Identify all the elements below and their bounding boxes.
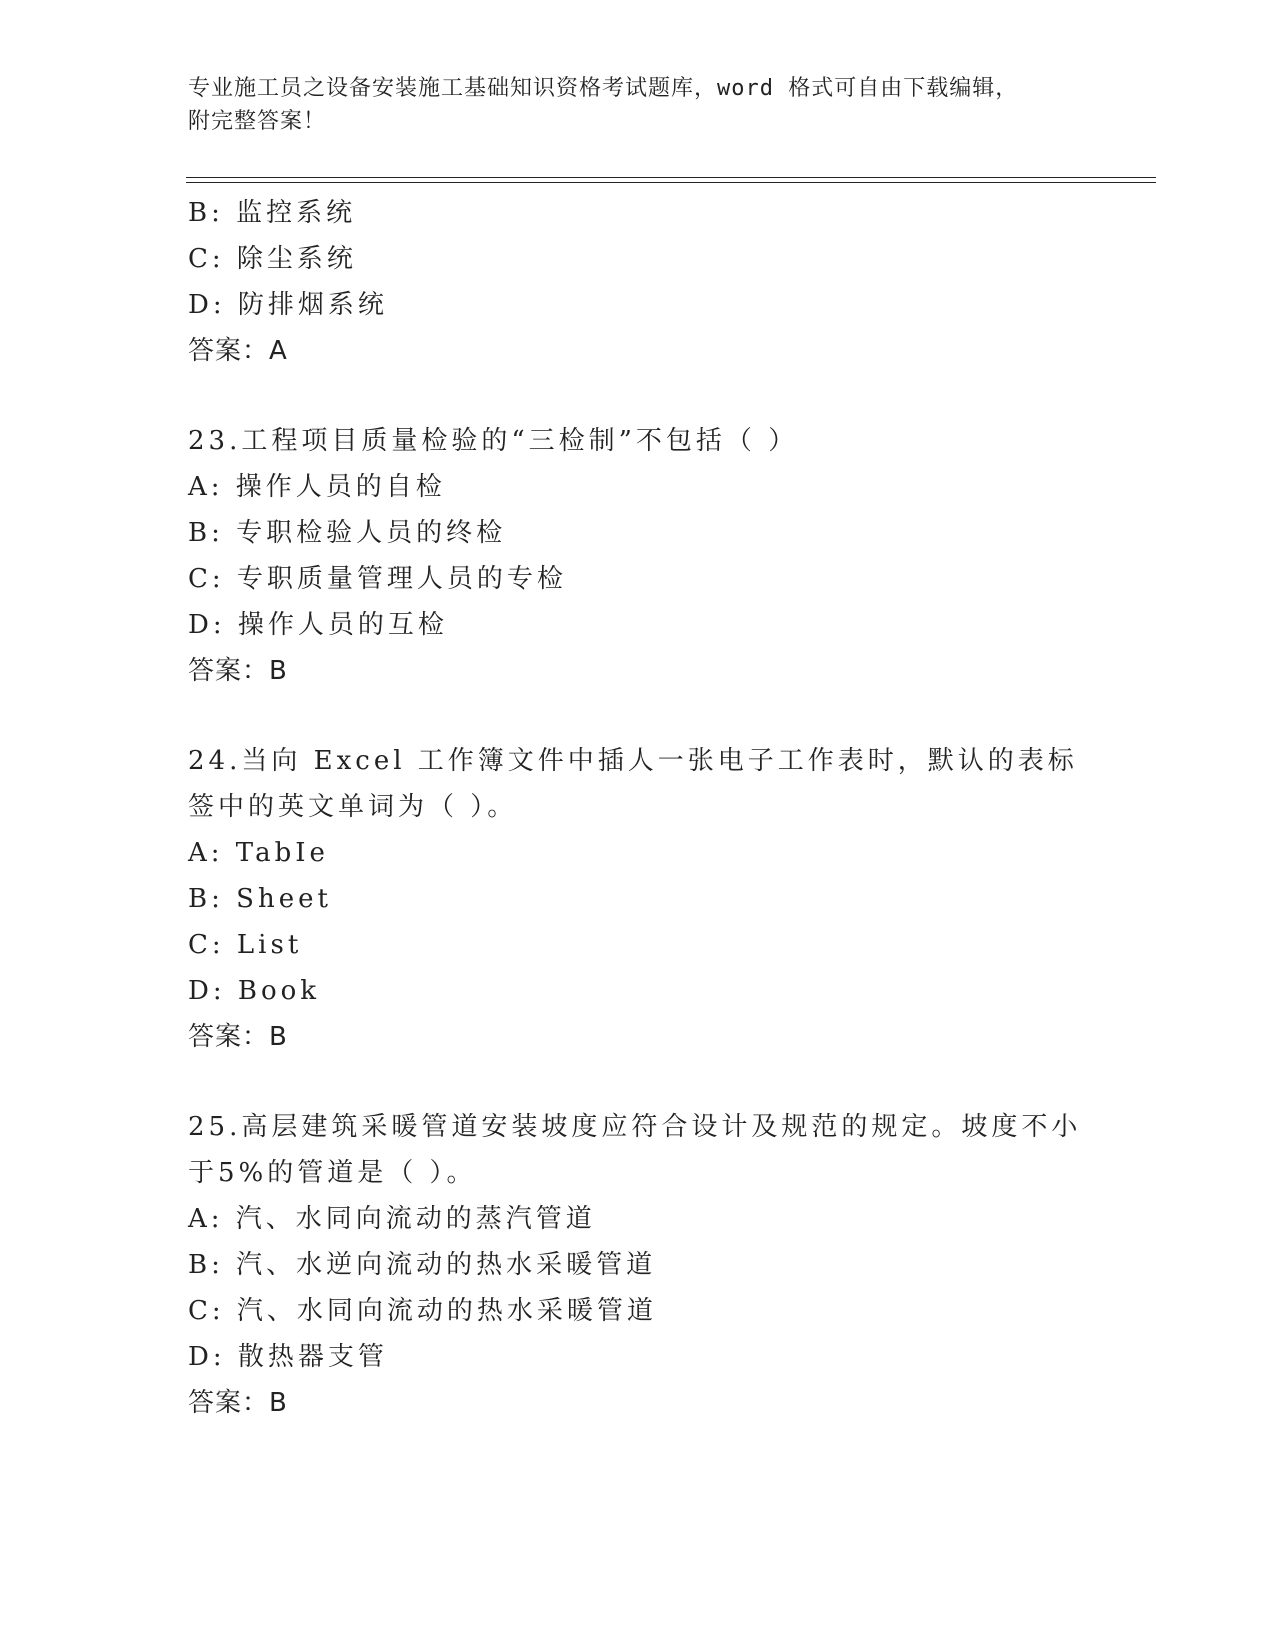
question-text: 24.当向 Excel 工作簿文件中插人一张电子工作表时，默认的表标签中的英文单词为（ ）。 [188, 746, 1078, 822]
option-d: D: 散热器支管 [188, 1342, 388, 1372]
header-line-2: 附完整答案！ [188, 109, 327, 134]
option-a: A: TabIe [188, 838, 329, 868]
answer: 答案：B [188, 1388, 288, 1418]
option-c: C: 专职质量管理人员的专检 [188, 564, 567, 594]
header-line-1: 专业施工员之设备安装施工基础知识资格考试题库，word 格式可自由下载编辑， [188, 76, 1019, 101]
option-c: C: 汽、水同向流动的热水采暖管道 [188, 1296, 657, 1326]
question-25 [188, 1104, 1088, 1426]
option-c: C: 除尘系统 [188, 244, 357, 274]
question-23 [188, 418, 1088, 694]
header-divider-bottom [186, 182, 1156, 183]
option-b: B: 专职检验人员的终检 [188, 518, 507, 548]
option-d: D: 操作人员的互检 [188, 610, 448, 640]
question-text: 25.高层建筑采暖管道安装坡度应符合设计及规范的规定。坡度不小于5%的管道是（ ）。 [188, 1112, 1082, 1188]
question-list [188, 190, 1088, 1426]
question-24 [188, 738, 1088, 1060]
answer: 答案：A [188, 336, 288, 366]
option-b: B: Sheet [188, 884, 332, 914]
option-b: B: 监控系统 [188, 198, 357, 228]
option-c: C: List [188, 930, 303, 960]
answer: 答案：B [188, 1022, 288, 1052]
option-d: D: 防排烟系统 [188, 290, 388, 320]
option-a: A: 操作人员的自检 [188, 472, 446, 502]
document-header [188, 72, 1068, 138]
option-a: A: 汽、水同向流动的蒸汽管道 [188, 1204, 596, 1234]
question-text: 23.工程项目质量检验的“三检制”不包括（ ） [188, 426, 799, 456]
header-divider-top [186, 177, 1156, 178]
carryover-question [188, 190, 1088, 374]
answer: 答案：B [188, 656, 288, 686]
option-d: D: Book [188, 976, 321, 1006]
option-b: B: 汽、水逆向流动的热水采暖管道 [188, 1250, 657, 1280]
